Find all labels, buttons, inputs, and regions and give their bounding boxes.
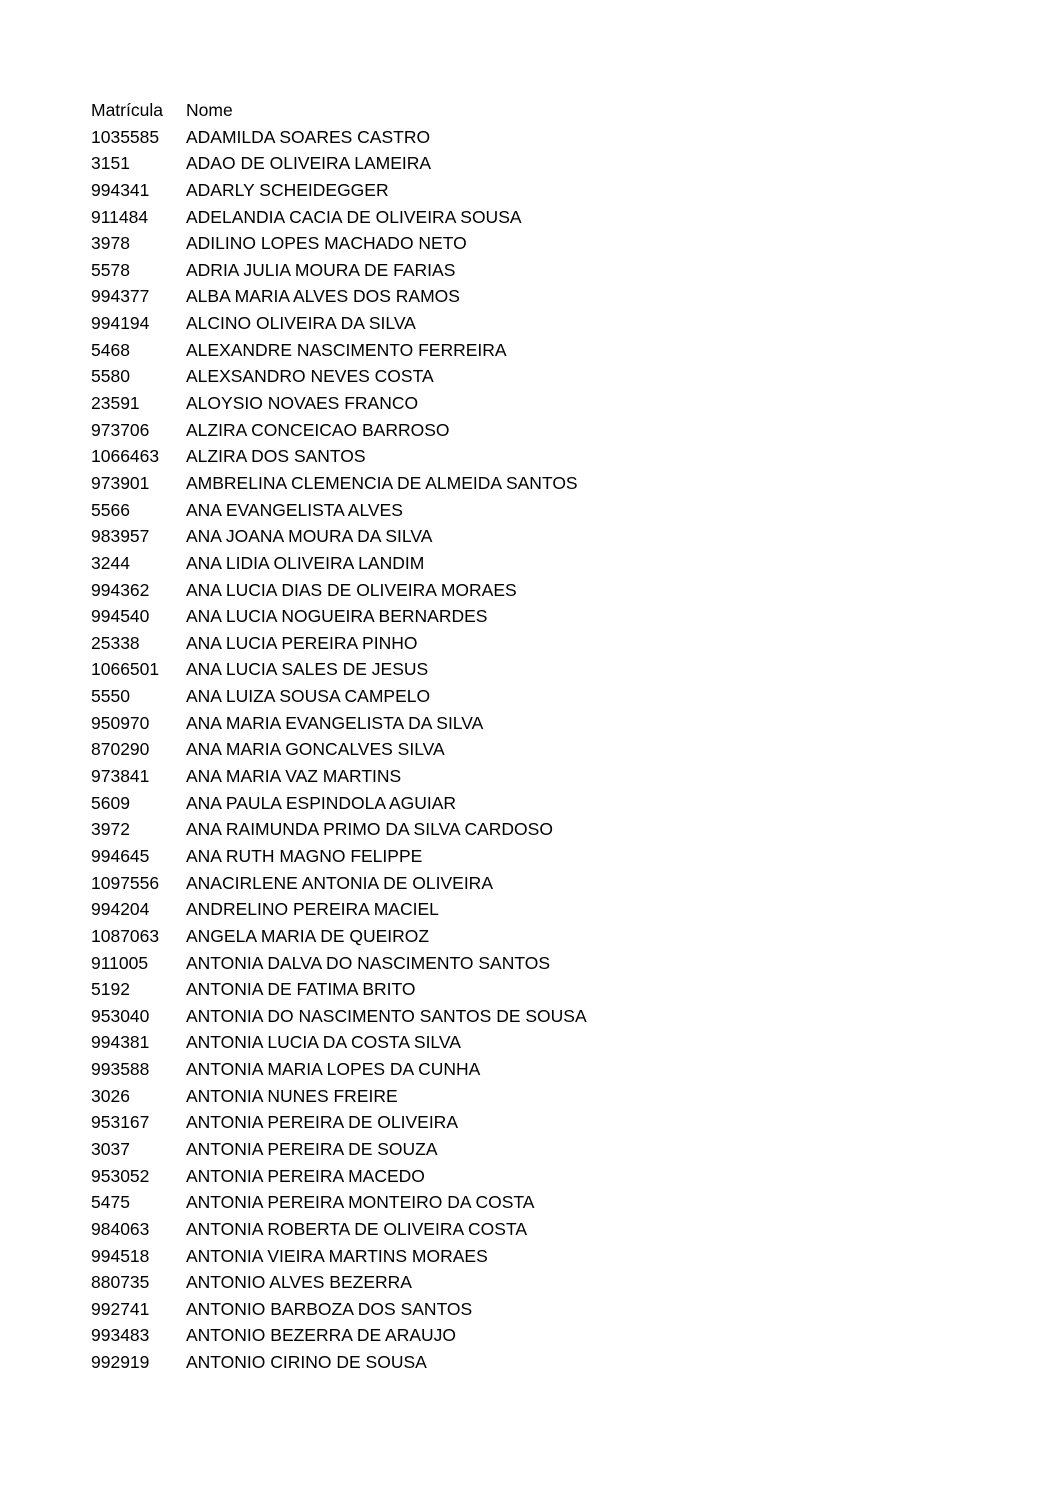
table-row [91,310,711,337]
table-row [91,683,711,710]
employee-table [91,97,711,1376]
cell-nome: ANGELA MARIA DE QUEIROZ [186,925,430,946]
cell-nome: ANTONIA DALVA DO NASCIMENTO SANTOS [186,952,551,973]
table-row [91,470,711,497]
table-row [91,1003,711,1030]
cell-nome: ALOYSIO NOVAES FRANCO [186,393,419,414]
cell-nome: AMBRELINA CLEMENCIA DE ALMEIDA SANTOS [186,472,578,493]
table-row [91,656,711,683]
table-row [91,710,711,737]
cell-matricula: 3244 [91,552,130,573]
cell-matricula: 911484 [91,206,149,227]
cell-matricula: 992919 [91,1352,150,1373]
cell-matricula: 953040 [91,1005,150,1026]
table-row [91,976,711,1003]
cell-nome: ANA LUCIA NOGUEIRA BERNARDES [186,606,488,627]
table-row [91,736,711,763]
cell-nome: ADELANDIA CACIA DE OLIVEIRA SOUSA [186,206,522,227]
table-row [91,790,711,817]
table-row [91,1349,711,1376]
table-row [91,763,711,790]
cell-matricula: 993483 [91,1325,150,1346]
table-row [91,896,711,923]
table-row [91,417,711,444]
table-row [91,1109,711,1136]
table-row [91,1243,711,1270]
table-row [91,1056,711,1083]
header-matricula: Matrícula [91,100,163,120]
cell-matricula: 3978 [91,233,130,254]
table-row [91,1322,711,1349]
cell-nome: ADARLY SCHEIDEGGER [186,179,389,200]
table-row [91,1189,711,1216]
table-row [91,630,711,657]
table-row [91,550,711,577]
table-row [91,1136,711,1163]
cell-nome: ADAO DE OLIVEIRA LAMEIRA [186,153,432,174]
cell-matricula: 5580 [91,366,130,387]
cell-nome: ANTONIA PEREIRA MONTEIRO DA COSTA [186,1192,535,1213]
cell-matricula: 911005 [91,952,149,973]
cell-matricula: 5578 [91,259,130,280]
table-row [91,523,711,550]
table-row [91,1296,711,1323]
cell-matricula: 870290 [91,739,150,760]
table-row [91,1163,711,1190]
cell-nome: ANA PAULA ESPINDOLA AGUIAR [186,792,457,813]
table-row [91,1083,711,1110]
cell-nome: ANA MARIA GONCALVES SILVA [186,739,445,760]
cell-nome: ANTONIO BARBOZA DOS SANTOS [186,1298,473,1319]
cell-matricula: 973901 [91,472,150,493]
cell-matricula: 992741 [91,1298,150,1319]
cell-nome: ANTONIO BEZERRA DE ARAUJO [186,1325,457,1346]
cell-nome: ANTONIA MARIA LOPES DA CUNHA [186,1059,481,1080]
table-row [91,283,711,310]
table-body [91,124,711,1376]
table-row [91,1269,711,1296]
cell-nome: ADAMILDA SOARES CASTRO [186,126,431,147]
table-row [91,923,711,950]
cell-matricula: 973706 [91,419,150,440]
cell-matricula: 953052 [91,1165,150,1186]
cell-matricula: 5566 [91,499,130,520]
cell-nome: ANA LUCIA SALES DE JESUS [186,659,429,680]
cell-nome: ANA LIDIA OLIVEIRA LANDIM [186,552,425,573]
cell-matricula: 5550 [91,686,130,707]
table-row [91,497,711,524]
cell-matricula: 994381 [91,1032,150,1053]
cell-matricula: 983957 [91,526,150,547]
cell-matricula: 1097556 [91,872,160,893]
cell-matricula: 994377 [91,286,150,307]
cell-matricula: 1066501 [91,659,160,680]
cell-nome: ADRIA JULIA MOURA DE FARIAS [186,259,456,280]
cell-nome: ANTONIA LUCIA DA COSTA SILVA [186,1032,461,1053]
cell-nome: ANA LUIZA SOUSA CAMPELO [186,686,431,707]
table-row [91,257,711,284]
cell-nome: ANTONIA PEREIRA DE SOUZA [186,1138,438,1159]
cell-nome: ALZIRA DOS SANTOS [186,446,366,467]
cell-matricula: 994518 [91,1245,150,1266]
cell-nome: ADILINO LOPES MACHADO NETO [186,233,467,254]
cell-matricula: 984063 [91,1218,150,1239]
table-row [91,950,711,977]
cell-matricula: 993588 [91,1059,150,1080]
cell-matricula: 5468 [91,339,130,360]
table-row [91,124,711,151]
cell-nome: ANA RAIMUNDA PRIMO DA SILVA CARDOSO [186,819,553,840]
cell-nome: ANA MARIA EVANGELISTA DA SILVA [186,712,484,733]
table-row [91,230,711,257]
cell-nome: ANA RUTH MAGNO FELIPPE [186,845,423,866]
table-row [91,204,711,231]
cell-matricula: 1066463 [91,446,160,467]
cell-matricula: 950970 [91,712,150,733]
cell-matricula: 23591 [91,393,140,414]
table-row [91,177,711,204]
cell-nome: ANTONIA VIEIRA MARTINS MORAES [186,1245,488,1266]
cell-matricula: 973841 [91,766,150,787]
cell-nome: ANTONIA NUNES FREIRE [186,1085,398,1106]
cell-nome: ANTONIO CIRINO DE SOUSA [186,1352,427,1373]
cell-matricula: 5609 [91,792,130,813]
cell-matricula: 994194 [91,313,150,334]
table-row [91,150,711,177]
cell-matricula: 3151 [91,153,130,174]
cell-matricula: 3026 [91,1085,130,1106]
cell-matricula: 3972 [91,819,130,840]
cell-nome: ALBA MARIA ALVES DOS RAMOS [186,286,460,307]
cell-nome: ANA LUCIA PEREIRA PINHO [186,632,418,653]
cell-nome: ANTONIA DE FATIMA BRITO [186,979,416,1000]
table-row [91,1216,711,1243]
cell-matricula: 953167 [91,1112,150,1133]
cell-matricula: 25338 [91,632,140,653]
table-row [91,816,711,843]
cell-nome: ANA JOANA MOURA DA SILVA [186,526,433,547]
table-row [91,1029,711,1056]
cell-matricula: 1087063 [91,925,160,946]
cell-matricula: 994204 [91,899,150,920]
cell-nome: ALEXSANDRO NEVES COSTA [186,366,434,387]
cell-nome: ANA EVANGELISTA ALVES [186,499,403,520]
cell-nome: ANA LUCIA DIAS DE OLIVEIRA MORAES [186,579,517,600]
cell-matricula: 994540 [91,606,150,627]
cell-matricula: 3037 [91,1138,130,1159]
table-row [91,577,711,604]
table-header-row [91,97,711,124]
cell-nome: ANTONIA ROBERTA DE OLIVEIRA COSTA [186,1218,528,1239]
cell-nome: ALEXANDRE NASCIMENTO FERREIRA [186,339,507,360]
table-row [91,337,711,364]
cell-matricula: 994362 [91,579,150,600]
cell-nome: ANTONIA PEREIRA MACEDO [186,1165,425,1186]
table-row [91,363,711,390]
cell-matricula: 994645 [91,845,150,866]
cell-matricula: 1035585 [91,126,160,147]
cell-nome: ANACIRLENE ANTONIA DE OLIVEIRA [186,872,493,893]
table-row [91,870,711,897]
cell-matricula: 880735 [91,1272,150,1293]
cell-nome: ANTONIO ALVES BEZERRA [186,1272,412,1293]
cell-nome: ANTONIA DO NASCIMENTO SANTOS DE SOUSA [186,1005,587,1026]
cell-nome: ANA MARIA VAZ MARTINS [186,766,402,787]
header-nome: Nome [186,100,233,120]
cell-matricula: 5475 [91,1192,130,1213]
cell-nome: ALCINO OLIVEIRA DA SILVA [186,313,416,334]
table-row [91,443,711,470]
cell-matricula: 994341 [91,179,150,200]
cell-nome: ALZIRA CONCEICAO BARROSO [186,419,450,440]
cell-nome: ANTONIA PEREIRA DE OLIVEIRA [186,1112,458,1133]
cell-nome: ANDRELINO PEREIRA MACIEL [186,899,439,920]
table-row [91,843,711,870]
cell-matricula: 5192 [91,979,130,1000]
table-row [91,390,711,417]
table-row [91,603,711,630]
